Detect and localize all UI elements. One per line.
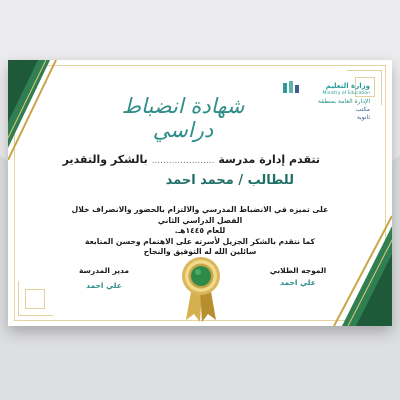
thanks-suffix: بالشكر والتقدير: [62, 153, 148, 166]
admin-name: الإدارة العامة بمنطقة: [317, 98, 370, 105]
counselor-role: الموجه الطلابي: [269, 266, 327, 275]
certificate: [8, 60, 392, 326]
counselor-name: علي احمد: [280, 278, 316, 287]
bottom-left-ornament: [18, 281, 53, 316]
ministry-name: وزارة التعليم: [325, 82, 370, 90]
ministry-logo: [302, 82, 370, 122]
certificate-title: شهادة انضباط دراسي: [121, 94, 245, 142]
thanks-prefix: تتقدم إدارة مدرسة: [218, 153, 320, 166]
ministry-name-en: Ministry of Education: [322, 91, 370, 96]
certificate-body: [60, 205, 340, 258]
school-label: ثانوية: [356, 114, 370, 121]
principal-name: علي احمد: [86, 281, 122, 290]
thanks-line: [62, 153, 320, 166]
body-line-2: للعام ١٤٤٥هـ.: [174, 226, 226, 235]
principal-signature: [64, 266, 144, 290]
principal-role: مدير المدرسة: [78, 266, 130, 275]
body-line-3: كما نتقدم بالشكر الجزيل لأسرته على الاهتمام وحسن المتابعة: [85, 236, 315, 246]
school-name-blank: ......................: [151, 156, 215, 166]
student-name-line: للطالب / محمد احمد: [165, 173, 294, 188]
body-line-4: سائلين الله له التوفيق والنجاح: [143, 247, 257, 256]
top-left-corner-decoration: [8, 60, 68, 170]
counselor-signature: [258, 266, 338, 287]
body-line-1: على تميزه في الانضباط المدرسي والالتزام بالحضور والانصراف خلال الفصل الدراسي الثاني: [71, 205, 329, 225]
office-label: مكتب: [355, 106, 370, 113]
ministry-logo-icon: [282, 80, 300, 96]
award-seal-icon: [180, 256, 222, 322]
